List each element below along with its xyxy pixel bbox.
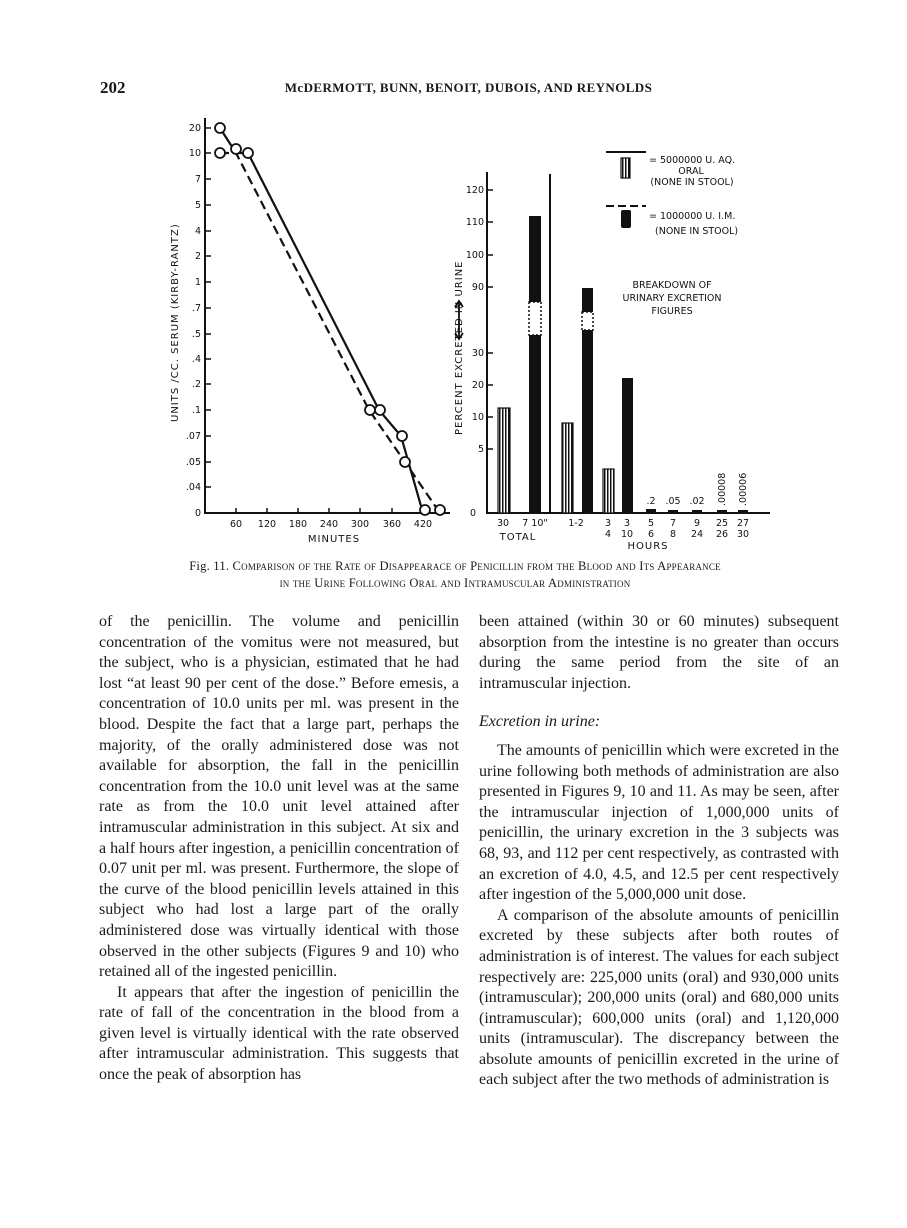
svg-text:180: 180 — [288, 519, 308, 530]
figure-label: Fig. 11. — [189, 559, 230, 573]
svg-text:.05: .05 — [185, 457, 201, 468]
svg-text:URINARY EXCRETION: URINARY EXCRETION — [622, 293, 722, 304]
svg-text:0: 0 — [469, 508, 476, 519]
svg-text:30: 30 — [736, 529, 750, 540]
svg-text:(NONE IN STOOL): (NONE IN STOOL) — [650, 177, 734, 188]
figure-caption — [100, 558, 810, 592]
svg-text:25: 25 — [715, 518, 729, 529]
x-axis-label-minutes: MINUTES — [307, 534, 361, 545]
figure-11-chart — [160, 110, 810, 555]
svg-text:3: 3 — [623, 518, 631, 529]
svg-text:2: 2 — [194, 251, 201, 262]
svg-text:1-2: 1-2 — [568, 518, 584, 529]
caption-line-1: Comparison of the Rate of Disappearace of Penicillin from the Blood and Its Appearance — [232, 559, 721, 573]
svg-text:6: 6 — [647, 529, 655, 540]
svg-text:100: 100 — [465, 250, 484, 261]
paragraph: The amounts of penicillin which were excreted in the urine following both methods of administration are also presented in Figures 9, 10 and 11. As may be seen, after the intramuscular injection of 1,000,000 units of penicillin, the urinary excretion in the 3 subjects was 68, 93, and 112 per cent respectively, as contrasted with an excretion of 4.0, 4.5, and 12.5 per cent respectively after ingestion of the 5,000,000 unit dose. — [479, 741, 839, 904]
svg-text:7: 7 — [194, 174, 201, 185]
svg-text:4: 4 — [194, 226, 201, 237]
svg-text:4: 4 — [604, 529, 612, 540]
svg-text:7: 7 — [669, 518, 677, 529]
svg-text:120: 120 — [465, 185, 484, 196]
svg-text:10: 10 — [620, 529, 634, 540]
svg-text:8: 8 — [669, 529, 677, 540]
total-label: TOTAL — [499, 532, 537, 543]
svg-text:.7: .7 — [191, 303, 201, 314]
svg-text:30: 30 — [496, 518, 510, 529]
svg-text:90: 90 — [471, 282, 484, 293]
svg-text:.5: .5 — [191, 329, 201, 340]
svg-text:.2: .2 — [646, 496, 656, 507]
svg-text:1: 1 — [194, 277, 201, 288]
section-heading: Excretion in urine: — [479, 713, 601, 731]
svg-text:5: 5 — [647, 518, 655, 529]
svg-text:120: 120 — [257, 519, 277, 530]
blood-level-chart — [170, 118, 450, 545]
svg-text:27: 27 — [736, 518, 750, 529]
svg-text:10: 10 — [188, 148, 201, 159]
svg-text:(NONE IN STOOL): (NONE IN STOOL) — [655, 226, 739, 237]
paragraph: A comparison of the absolute amounts of penicillin excreted by these subjects after both routes of administration is of interest. The values for each subject respectively are: 225,000 units (oral) and 930,000 units (intramuscular); 200,000 units (oral) and 680,000 units (intramuscular); 600,000 units (oral) and 1,120,000 units (intramuscular). The discrepancy between the absolute amounts of penicillin excreted in the urine of each subject after the two methods of administration is — [479, 906, 839, 1089]
urinary-excretion-chart — [454, 152, 770, 552]
svg-text:10: 10 — [471, 412, 484, 423]
svg-text:.07: .07 — [185, 431, 201, 442]
svg-text:BREAKDOWN OF: BREAKDOWN OF — [632, 280, 712, 291]
page-number: 202 — [100, 78, 126, 97]
svg-text:.00006: .00006 — [738, 472, 749, 506]
svg-text:= 1000000 U. I.M.: = 1000000 U. I.M. — [649, 211, 736, 222]
left-column — [99, 612, 459, 1086]
svg-text:110: 110 — [465, 217, 484, 228]
svg-text:FIGURES: FIGURES — [651, 306, 693, 317]
svg-text:ORAL: ORAL — [678, 166, 704, 177]
svg-text:.4: .4 — [191, 354, 201, 365]
svg-text:420: 420 — [413, 519, 433, 530]
caption-line-2: in the Urine Following Oral and Intramuscular Administration — [279, 576, 631, 590]
svg-text:30: 30 — [471, 348, 484, 359]
svg-text:.05: .05 — [665, 496, 681, 507]
svg-text:20: 20 — [188, 123, 201, 134]
svg-text:240: 240 — [319, 519, 339, 530]
svg-text:.00008: .00008 — [717, 472, 728, 506]
svg-text:300: 300 — [350, 519, 370, 530]
paragraph: been attained (within 30 or 60 minutes) subsequent absorption from the intestine is no greater than occurs during the same period from the site of an intramuscular injection. — [479, 613, 839, 692]
svg-text:.02: .02 — [689, 496, 705, 507]
svg-text:60: 60 — [229, 519, 243, 530]
svg-text:.1: .1 — [191, 405, 201, 416]
y-axis-label-units: UNITS /CC. SERUM (KIRBY-RANTZ) — [170, 223, 181, 422]
svg-text:7 10": 7 10" — [522, 518, 548, 529]
paragraph: It appears that after the ingestion of penicillin the rate of fall of the concentration in the blood from a given level is virtually identical with the rate observed after intramuscular administration. This suggests that once the peak of absorption has — [99, 983, 459, 1084]
paragraph: of the penicillin. The volume and penicillin concentration of the vomitus were not measured, but the subject, who is a physician, estimated that he had lost “at least 90 per cent of the dose.” Before emesis, a concentration of 10.0 units per ml. was present in the blood. Despite the fact that a large part, perhaps the majority, of the orally administered dose was not available for absorption, the fall in the penicillin concentration from the 10.0 unit level was at the same rate as from the 10.0 unit level attained after intramuscular administration in this subject. At six and a half hours after ingestion, a penicillin concentration of 0.07 unit per ml. was present. Furthermore, the slope of the curve of the blood penicillin levels attained in this subject who had lost a large part of the orally administered dose was virtually identical with those observed in the other subjects (Figures 9 and 10) who retained all of the ingested penicillin. — [99, 613, 459, 981]
svg-text:0: 0 — [194, 508, 201, 519]
svg-text:5: 5 — [477, 444, 484, 455]
running-head: McDERMOTT, BUNN, BENOIT, DUBOIS, AND REYNOLDS — [284, 80, 653, 95]
svg-text:24: 24 — [690, 529, 704, 540]
svg-text:.04: .04 — [185, 482, 201, 493]
svg-text:360: 360 — [382, 519, 402, 530]
svg-text:3: 3 — [604, 518, 612, 529]
svg-text:20: 20 — [471, 380, 484, 391]
figure-11 — [160, 110, 810, 555]
right-column — [479, 612, 839, 1091]
hours-label: HOURS — [627, 541, 669, 552]
svg-text:5: 5 — [194, 200, 201, 211]
svg-text:.2: .2 — [191, 379, 201, 390]
y-axis-label-percent: PERCENT EXCRETED IN URINE — [454, 260, 465, 435]
legend — [606, 152, 738, 317]
svg-text:26: 26 — [715, 529, 729, 540]
svg-text:= 5000000 U. AQ.: = 5000000 U. AQ. — [649, 155, 736, 166]
svg-text:9: 9 — [693, 518, 701, 529]
